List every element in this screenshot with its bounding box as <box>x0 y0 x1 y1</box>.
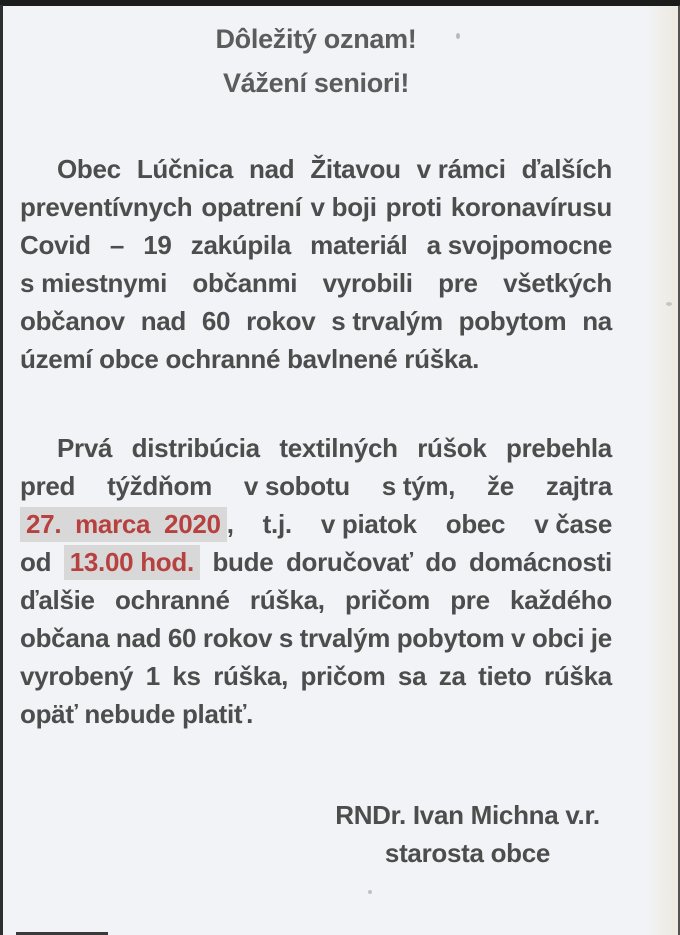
word <box>510 585 612 616</box>
text-line <box>20 150 612 188</box>
document-title: Dôležitý oznam! <box>215 24 417 54</box>
text-segment: všetkých <box>503 267 612 298</box>
text-segment: ks <box>172 660 201 691</box>
text-segment: pobytom <box>458 305 567 336</box>
word <box>201 192 301 223</box>
text-segment: 60 <box>201 305 231 336</box>
text-segment: ďalšie <box>20 584 95 615</box>
word <box>511 623 525 654</box>
text-segment: prebehla <box>506 432 612 463</box>
word <box>143 230 171 261</box>
text-segment: že <box>487 470 514 501</box>
text-segment: je <box>590 622 612 653</box>
word <box>246 306 315 337</box>
text-segment: s tým, <box>381 470 456 501</box>
word <box>20 661 133 692</box>
word <box>115 585 230 616</box>
text-segment: pre <box>450 584 490 615</box>
word <box>451 192 612 223</box>
word <box>279 623 293 654</box>
word <box>386 192 442 223</box>
text-segment: vyrobený <box>20 660 134 691</box>
word <box>20 507 234 542</box>
document-salutation: Vážení seniori! <box>222 68 410 98</box>
word <box>478 661 531 692</box>
text-segment: proti <box>385 191 442 222</box>
text-line <box>20 429 612 467</box>
text-segment: Covid <box>20 229 91 260</box>
text-segment: – <box>109 229 125 260</box>
text-segment: rúška <box>544 660 612 691</box>
text-segment: v boji <box>310 191 377 222</box>
text-segment: s miestnymi <box>20 267 167 298</box>
word <box>20 547 51 578</box>
word <box>450 585 490 616</box>
paragraph-distribution <box>20 429 612 733</box>
word <box>286 547 413 578</box>
text-segment: občana <box>20 622 110 653</box>
text-segment: Žitavou <box>310 153 401 184</box>
word <box>20 471 75 502</box>
scan-edge-left <box>0 5 3 935</box>
word <box>202 306 230 337</box>
word <box>172 661 200 692</box>
text-segment: domácnosti <box>469 546 612 577</box>
text-line <box>20 619 612 657</box>
word <box>57 433 112 464</box>
word <box>141 306 186 337</box>
text-segment: území obce ochranné bavlnené rúška. <box>20 343 480 374</box>
text-segment: tieto <box>478 660 532 691</box>
word <box>137 154 233 185</box>
word <box>331 306 442 337</box>
text-segment: nad <box>248 153 295 184</box>
text-segment: v sobotu <box>243 470 350 501</box>
word <box>582 306 612 337</box>
scan-speck <box>456 33 460 39</box>
word <box>345 585 430 616</box>
paragraph-about-masks <box>20 150 612 378</box>
word <box>310 154 400 185</box>
word <box>213 661 288 692</box>
text-segment: Lúčnica <box>136 153 233 184</box>
text-segment: trvalým <box>299 622 391 653</box>
word <box>544 661 612 692</box>
word <box>323 268 413 299</box>
word <box>279 433 397 464</box>
text-segment: 19 <box>143 229 172 260</box>
word <box>249 154 294 185</box>
word <box>57 154 121 185</box>
word <box>382 471 455 502</box>
text-line <box>20 188 612 226</box>
text-segment: s <box>278 622 293 653</box>
word <box>20 192 192 223</box>
text-line <box>20 226 612 264</box>
text-segment: opatrení <box>201 191 302 222</box>
word <box>146 661 160 692</box>
text-segment: 1 <box>145 660 160 691</box>
signature-block <box>325 796 610 872</box>
text-segment: rokov <box>202 622 273 653</box>
word <box>506 433 612 464</box>
word <box>20 699 253 730</box>
text-segment: doručovať <box>285 546 413 577</box>
text-segment: v piatok <box>320 508 417 539</box>
text-segment: pričom <box>300 660 386 691</box>
text-segment: občanov <box>20 305 125 336</box>
text-segment: rokov <box>246 305 316 336</box>
text-segment: pobytom <box>396 622 505 653</box>
word <box>310 230 407 261</box>
signature-role: starosta obce <box>384 838 551 868</box>
word <box>20 623 109 654</box>
text-segment: na <box>582 305 612 336</box>
text-segment: v rámci <box>416 153 506 184</box>
text-segment: koronavírusu <box>450 191 612 222</box>
text-segment: preventívnych <box>20 191 193 222</box>
text-segment: t.j. <box>262 508 292 539</box>
text-segment: , <box>226 508 234 539</box>
text-segment: bude <box>212 546 274 577</box>
word <box>132 433 260 464</box>
text-line <box>20 695 612 733</box>
text-segment: Obec <box>57 153 121 184</box>
word <box>417 154 506 185</box>
text-segment: textilných <box>279 432 398 463</box>
text-segment: každého <box>510 584 612 615</box>
scan-speck <box>666 302 672 306</box>
word <box>425 547 456 578</box>
word <box>439 661 466 692</box>
word <box>532 623 584 654</box>
text-segment: rúška, <box>213 660 289 691</box>
text-segment: zakúpila <box>190 229 291 260</box>
text-segment: občanmi <box>192 267 298 298</box>
text-segment: obec <box>445 508 506 539</box>
word <box>427 230 612 261</box>
text-line <box>20 302 612 340</box>
word <box>398 661 426 692</box>
text-segment: od <box>20 546 52 577</box>
word <box>250 585 325 616</box>
text-segment: Prvá <box>57 432 113 463</box>
text-segment: v <box>511 622 526 653</box>
word <box>110 230 124 261</box>
text-segment: opäť nebude platiť. <box>20 698 253 729</box>
text-segment: pred <box>20 470 76 501</box>
word <box>487 471 514 502</box>
text-segment: nad <box>140 305 187 336</box>
word <box>446 509 505 540</box>
text-segment: pre <box>438 267 478 298</box>
word <box>438 268 478 299</box>
text-segment: týždňom <box>107 470 212 501</box>
text-segment: rúšok <box>417 432 487 463</box>
word <box>244 471 350 502</box>
text-segment: materiál <box>310 229 408 260</box>
text-segment: za <box>438 660 466 691</box>
text-segment: distribúcia <box>131 432 260 463</box>
word <box>522 154 612 185</box>
text-segment: pričom <box>345 584 430 615</box>
word <box>469 547 612 578</box>
scan-speck <box>368 890 372 894</box>
text-line <box>20 467 612 505</box>
word <box>203 623 272 654</box>
word <box>417 433 486 464</box>
text-segment: ďalších <box>521 153 612 184</box>
text-line <box>20 340 612 378</box>
text-line <box>20 657 612 695</box>
word <box>20 585 95 616</box>
text-segment: 60 <box>167 622 197 653</box>
word <box>107 471 212 502</box>
text-line <box>20 581 612 619</box>
word <box>321 509 417 540</box>
text-segment: zajtra <box>545 470 612 501</box>
text-segment: sa <box>397 660 427 691</box>
text-line <box>20 543 612 581</box>
word <box>397 623 505 654</box>
word <box>168 623 196 654</box>
word <box>263 509 292 540</box>
word <box>301 661 386 692</box>
word <box>20 230 91 261</box>
text-segment: ochranné <box>115 584 230 615</box>
word <box>116 623 161 654</box>
scan-edge-top <box>0 0 680 6</box>
text-segment: vyrobili <box>322 267 413 298</box>
word <box>20 268 167 299</box>
text-segment: v čase <box>534 508 612 539</box>
word <box>534 509 612 540</box>
text-segment: rúška, <box>249 584 325 615</box>
word <box>300 623 390 654</box>
word <box>192 268 297 299</box>
highlighted-red-text: 27. marca 2020 <box>20 507 227 542</box>
word <box>20 306 125 337</box>
text-line <box>20 505 612 543</box>
word <box>20 344 479 375</box>
text-segment: obci <box>531 622 585 653</box>
text-segment: nad <box>115 622 162 653</box>
word <box>191 230 291 261</box>
text-segment: s trvalým <box>331 305 443 336</box>
word <box>64 545 200 580</box>
word <box>212 547 273 578</box>
word <box>459 306 567 337</box>
word <box>503 268 612 299</box>
highlighted-red-text: 13.00 hod. <box>64 545 200 580</box>
signature-name: RNDr. Ivan Michna v.r. <box>335 800 600 830</box>
word <box>311 192 377 223</box>
word <box>591 623 612 654</box>
text-segment: a svojpomocne <box>426 229 612 260</box>
word <box>546 471 612 502</box>
text-line <box>20 264 612 302</box>
text-segment: do <box>425 546 457 577</box>
